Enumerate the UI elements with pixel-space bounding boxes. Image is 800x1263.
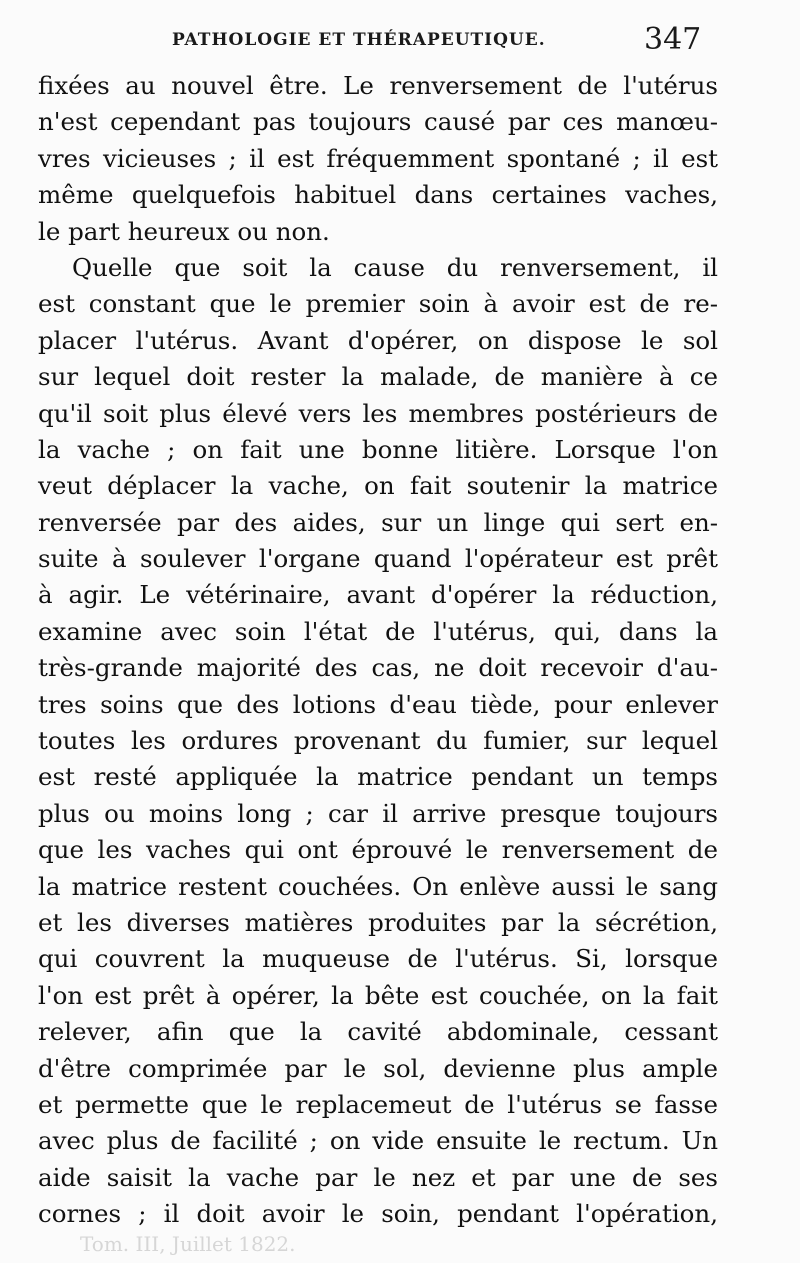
text-line: est resté appliquée la matrice pendant un temps: [38, 762, 718, 792]
text-line: le part heureux ou non.: [38, 216, 330, 246]
text-line: et permette que le replacemeut de l'utérus se fasse: [38, 1089, 718, 1119]
text-line: examine avec soin l'état de l'utérus, qui, dans la: [38, 616, 718, 646]
body-text: [38, 68, 718, 1233]
text-line: à agir. Le vétérinaire, avant d'opérer la réduction,: [38, 580, 718, 610]
text-line: aide saisit la vache par le nez et par une de ses: [38, 1162, 718, 1192]
text-line: fixées au nouvel être. Le renversement de l'utérus: [38, 71, 718, 100]
text-line: avec plus de facilité ; on vide ensuite le rectum. Un: [38, 1126, 718, 1156]
text-line: et les diverses matières produites par la sécrétion,: [38, 907, 718, 937]
text-line: relever, afin que la cavité abdominale, cessant: [38, 1017, 718, 1047]
text-line: la vache ; on fait une bonne litière. Lorsque l'on: [38, 434, 718, 464]
text-line: l'on est prêt à opérer, la bête est couchée, on la fait: [38, 980, 718, 1010]
text-line: très-grande majorité des cas, ne doit recevoir d'au-: [38, 653, 718, 683]
text-line: plus ou moins long ; car il arrive presque toujours: [38, 798, 718, 828]
text-line: la matrice restent couchées. On enlève aussi le sang: [38, 871, 718, 901]
text-line: suite à soulever l'organe quand l'opérateur est prêt: [38, 544, 718, 574]
text-line: d'être comprimée par le sol, devienne plus ample: [38, 1053, 718, 1083]
text-line: n'est cependant pas toujours causé par ces manœu-: [38, 107, 718, 137]
text-line: qui couvrent la muqueuse de l'utérus. Si, lorsque: [38, 944, 718, 974]
text-line: cornes ; il doit avoir le soin, pendant l'opération,: [38, 1199, 718, 1229]
faint-footer-text: Tom. III, Juillet 1822.: [80, 1232, 296, 1256]
text-line: qu'il soit plus élevé vers les membres postérieurs de: [38, 398, 718, 428]
paragraph-start-line: Quelle que soit la cause du renversement, il: [72, 252, 718, 282]
text-line: renversée par des aides, sur un linge qui sert en-: [38, 507, 718, 537]
text-line: même quelquefois habituel dans certaines vaches,: [38, 180, 718, 210]
text-line: veut déplacer la vache, on fait soutenir la matrice: [38, 471, 718, 501]
page-number: 347: [644, 22, 702, 57]
text-line: placer l'utérus. Avant d'opérer, on dispose le sol: [38, 325, 718, 355]
text-line: sur lequel doit rester la malade, de manière à ce: [38, 362, 718, 392]
text-line: que les vaches qui ont éprouvé le renversement de: [38, 835, 718, 865]
running-head: PATHOLOGIE ET THÉRAPEUTIQUE.: [172, 30, 546, 50]
text-line: toutes les ordures provenant du fumier, sur lequel: [38, 726, 718, 756]
text-line: vres vicieuses ; il est fréquemment spontané ; il est: [38, 143, 718, 173]
text-line: tres soins que des lotions d'eau tiède, pour enlever: [38, 689, 718, 719]
text-line: est constant que le premier soin à avoir est de re-: [38, 289, 718, 319]
